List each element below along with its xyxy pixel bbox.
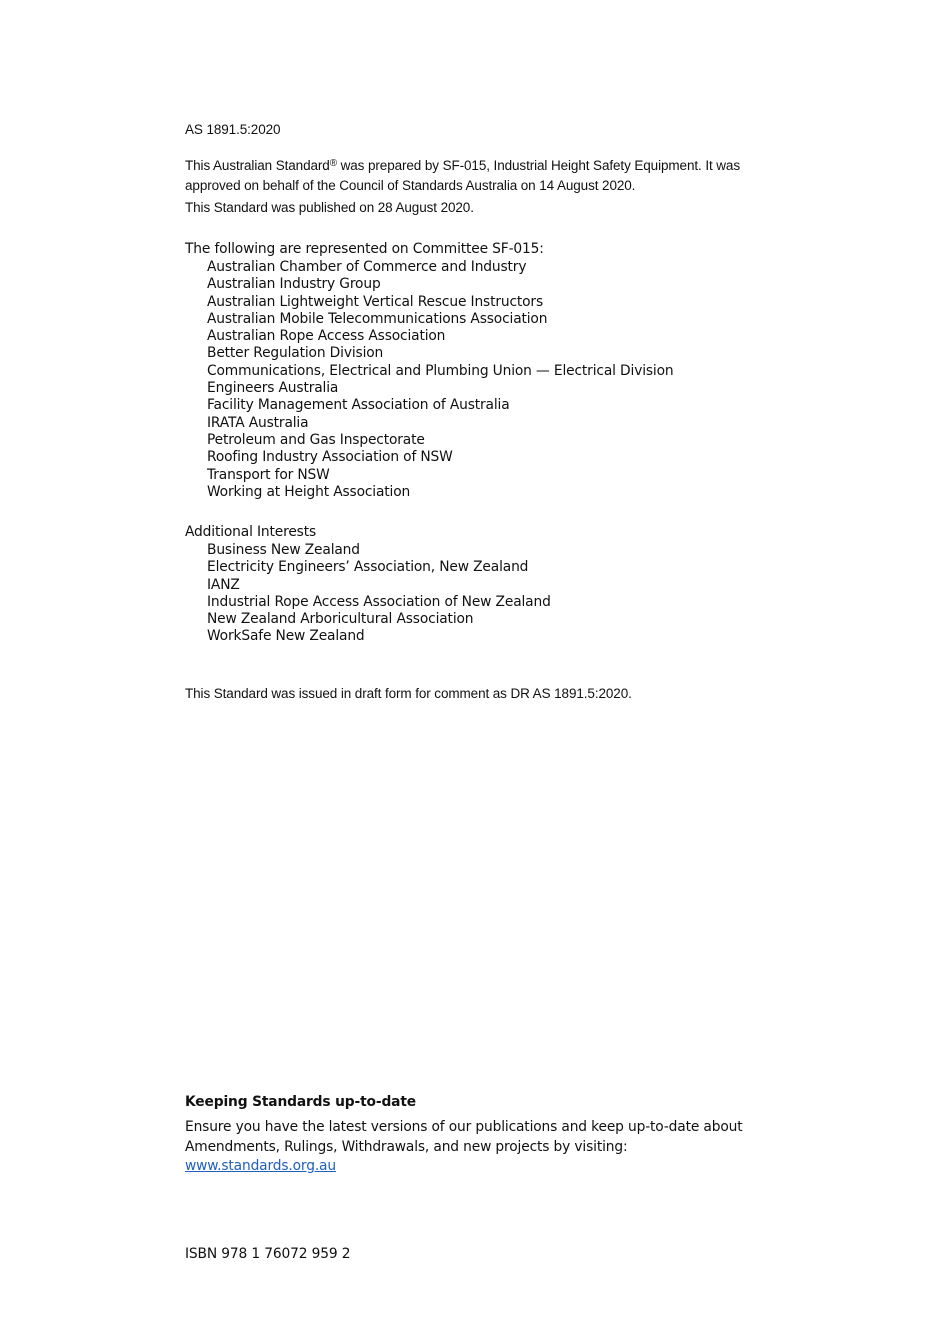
keeping-standards-text bbox=[185, 1118, 805, 1177]
registered-mark: ® bbox=[329, 158, 337, 169]
draft-note: This Standard was issued in draft form for comment as DR AS 1891.5:2020. bbox=[185, 686, 632, 701]
committee-member: IRATA Australia bbox=[207, 414, 309, 431]
additional-interests-heading: Additional Interests bbox=[185, 524, 317, 540]
committee-member: Petroleum and Gas Inspectorate bbox=[207, 431, 425, 448]
isbn: ISBN 978 1 76072 959 2 bbox=[185, 1246, 351, 1262]
committee-member: Australian Industry Group bbox=[207, 276, 381, 293]
preparation-text-start: This Australian Standard bbox=[185, 158, 330, 173]
committee-member: Australian Rope Access Association bbox=[207, 328, 446, 345]
additional-interest-member: Electricity Engineers’ Association, New Zealand bbox=[207, 559, 529, 576]
committee-member: Transport for NSW bbox=[207, 466, 330, 483]
committee-member: Australian Chamber of Commerce and Industry bbox=[207, 259, 527, 275]
additional-interest-member: WorkSafe New Zealand bbox=[207, 628, 365, 645]
additional-interest-member: IANZ bbox=[207, 576, 240, 593]
additional-interest-member: New Zealand Arboricultural Association bbox=[207, 611, 474, 628]
document-id: AS 1891.5:2020 bbox=[185, 122, 281, 137]
committee-member: Facility Management Association of Australia bbox=[207, 397, 510, 414]
standards-website-link[interactable]: www.standards.org.au bbox=[185, 1158, 336, 1175]
additional-interest-member: Industrial Rope Access Association of New Zealand bbox=[207, 593, 551, 610]
committee-section bbox=[185, 240, 785, 501]
keeping-standards-description: Ensure you have the latest versions of our publications and keep up-to-date about Amendments, Rulings, Withdrawals, and new projects by visiting: bbox=[185, 1119, 743, 1155]
keeping-standards-heading: Keeping Standards up-to-date bbox=[185, 1094, 416, 1110]
committee-member: Australian Mobile Telecommunications Association bbox=[207, 310, 548, 327]
additional-interests-section bbox=[185, 523, 785, 646]
committee-heading: The following are represented on Committee SF-015: bbox=[185, 241, 544, 257]
committee-member: Better Regulation Division bbox=[207, 345, 384, 362]
additional-interest-member: Business New Zealand bbox=[207, 542, 360, 558]
committee-member: Working at Height Association bbox=[207, 483, 411, 500]
published-statement: This Standard was published on 28 August 2020. bbox=[185, 200, 474, 215]
committee-member: Australian Lightweight Vertical Rescue Instructors bbox=[207, 293, 543, 310]
committee-member: Roofing Industry Association of NSW bbox=[207, 449, 453, 466]
preparation-text-end: was prepared by SF-015, Industrial Height Safety Equipment. It was approved on behalf of the Council of Standards Australia on 14 August 2020. bbox=[185, 158, 740, 193]
committee-member: Communications, Electrical and Plumbing Union — Electrical Division bbox=[207, 362, 674, 379]
committee-member: Engineers Australia bbox=[207, 380, 339, 397]
preparation-statement bbox=[185, 154, 775, 195]
